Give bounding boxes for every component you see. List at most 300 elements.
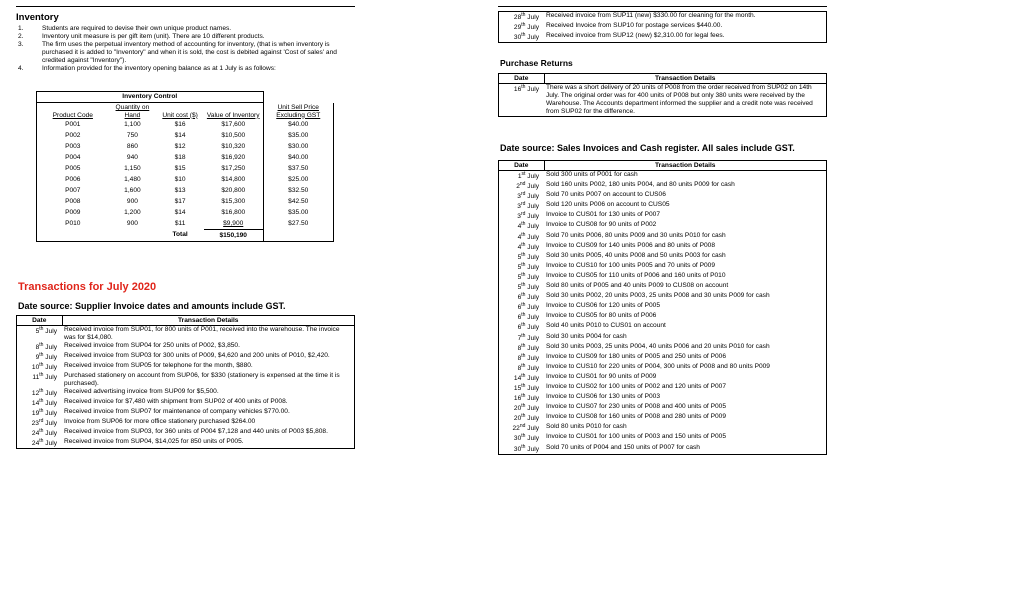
- table-cell: $14,800: [204, 174, 263, 185]
- date-cell: [499, 444, 545, 455]
- date-suffix: th: [521, 382, 526, 389]
- date-cell: [499, 181, 545, 191]
- table-cell: P005: [37, 163, 109, 174]
- date-cell: [499, 343, 545, 353]
- details-cell: Invoice to CUS08 for 160 units of P008 and 280 units of P009: [546, 413, 726, 421]
- date-month: July: [527, 173, 539, 181]
- date-day: 19: [31, 410, 40, 418]
- date-day: 5: [517, 253, 522, 261]
- table-row: [499, 211, 827, 221]
- table-cell: $40.00: [263, 152, 333, 163]
- date-month: July: [527, 14, 539, 22]
- date-suffix: th: [39, 351, 44, 358]
- table-row: [17, 362, 355, 372]
- table-row: [499, 191, 827, 201]
- table-row: [499, 403, 827, 413]
- date-cell: [499, 403, 545, 413]
- table-row: [37, 196, 334, 207]
- date-day: 8: [517, 344, 522, 352]
- date-suffix: th: [521, 241, 526, 248]
- table-row: [17, 428, 355, 438]
- date-month: July: [527, 314, 539, 322]
- date-month: July: [527, 223, 539, 231]
- table-row: [499, 262, 827, 272]
- details-cell: Received invoice from SUP01, for 800 units of P001, received into the warehouse. The invoice was for $14,080.: [64, 326, 340, 341]
- date-month: July: [527, 354, 539, 362]
- table-row: [37, 141, 334, 152]
- inventory-control-table: [36, 91, 334, 242]
- purchase-returns-heading: Purchase Returns: [500, 58, 573, 68]
- transactions-heading: Transactions for July 2020: [18, 281, 157, 293]
- details-cell: Received invoice from SUP05 for telephone for the month, $880.: [64, 362, 253, 369]
- details-cell: Invoice to CUS07 for 230 units of P008 and 400 units of P005: [546, 403, 726, 411]
- details-cell: Invoice to CUS05 for 110 units of P006 and 160 units of P010: [546, 271, 726, 279]
- date-day: 29: [513, 24, 522, 32]
- date-cell: [499, 262, 545, 272]
- note-number: 4.: [18, 64, 24, 72]
- table-row: [499, 22, 827, 32]
- date-month: July: [45, 374, 57, 382]
- details-cell: Sold 70 units P007 on account to CUS06: [546, 191, 666, 199]
- table-row: [499, 433, 827, 443]
- date-suffix: th: [521, 282, 526, 289]
- details-cell: Invoice to CUS01 for 100 units of P003 and 150 units of P005: [546, 433, 726, 441]
- details-cell: Sold 80 units of P005 and 40 units P009 to CUS08 on account: [546, 282, 729, 290]
- table-row: [499, 282, 827, 292]
- date-cell: [499, 383, 545, 393]
- table-row: [499, 444, 827, 455]
- col-date: Date: [17, 316, 63, 326]
- note-text: Inventory unit measure is per gift item (unit). There are 10 different products.: [42, 32, 265, 40]
- inventory-heading: Inventory: [16, 12, 59, 23]
- table-cell: 1,100: [124, 120, 141, 128]
- table-cell: $17,600: [204, 119, 263, 130]
- table-row: [499, 353, 827, 363]
- table-cell: P001: [37, 119, 109, 130]
- date-month: July: [45, 354, 57, 362]
- date-suffix: rd: [38, 418, 44, 425]
- date-suffix: th: [39, 438, 44, 445]
- table-cell: $10: [174, 175, 186, 183]
- date-day: 14: [513, 375, 522, 383]
- date-suffix: th: [39, 326, 44, 332]
- date-month: July: [527, 183, 539, 191]
- note-item: [18, 41, 348, 65]
- table-cell: P002: [37, 130, 109, 141]
- date-suffix: th: [521, 231, 526, 238]
- date-suffix: th: [521, 393, 526, 400]
- date-cell: [499, 353, 545, 363]
- details-cell: Sold 70 units P006, 80 units P009 and 30 units P010 for cash: [546, 231, 726, 239]
- date-month: July: [527, 364, 539, 372]
- date-day: 9: [35, 354, 40, 362]
- date-cell: [17, 342, 63, 352]
- date-month: July: [527, 213, 539, 221]
- date-month: July: [527, 395, 539, 403]
- date-day: 6: [517, 324, 522, 332]
- details-cell: Sold 30 units P003, 25 units P004, 40 units P006 and 20 units P010 for cash: [546, 342, 770, 350]
- date-cell: [499, 22, 545, 32]
- table-row: [37, 185, 334, 196]
- date-day: 23: [31, 420, 39, 428]
- note-item: [18, 65, 348, 73]
- date-cell: [499, 373, 545, 383]
- table-row: [499, 84, 827, 117]
- date-month: July: [527, 435, 539, 443]
- table-cell: $14: [174, 131, 186, 139]
- table-row: [499, 201, 827, 211]
- date-day: 10: [31, 364, 40, 372]
- date-cell: [499, 423, 545, 433]
- note-item: [18, 25, 348, 33]
- details-cell: Sold 160 units P002, 180 units P004, and 80 units P009 for cash: [546, 181, 735, 189]
- date-cell: [499, 433, 545, 443]
- table-cell: $18: [174, 153, 186, 161]
- details-cell: Received invoice from SUP07 for maintenance of company vehicles $770.00.: [64, 408, 290, 416]
- details-cell: Received Invoice from SUP10 for postage services $440.00.: [546, 22, 723, 30]
- col-details: Transaction Details: [62, 316, 355, 326]
- details-cell: Invoice to CUS09 for 140 units P006 and 80 units of P008: [546, 241, 715, 249]
- date-suffix: th: [521, 413, 526, 420]
- date-cell: [17, 408, 63, 418]
- table-cell: $17,250: [204, 163, 263, 174]
- details-cell: Invoice to CUS10 for 220 units of P004, 300 units of P008 and 80 units P009: [546, 362, 770, 370]
- table-cell: 900: [126, 197, 138, 205]
- details-cell: Sold 70 units of P004 and 150 units of P007 for cash: [546, 443, 700, 451]
- date-suffix: rd: [520, 201, 526, 208]
- right-top-rule: [498, 6, 827, 7]
- date-month: July: [527, 264, 539, 272]
- details-cell: Received invoice from SUP11 (new) $330.00 for cleaning for the month.: [546, 12, 756, 19]
- date-cell: [499, 32, 545, 43]
- date-suffix: th: [39, 398, 44, 404]
- date-suffix: th: [39, 341, 44, 348]
- date-day: 12: [31, 390, 40, 398]
- details-cell: Invoice to CUS01 for 90 units of P009: [546, 372, 657, 380]
- date-suffix: nd: [519, 423, 526, 430]
- table-row: [499, 393, 827, 403]
- table-row: [17, 438, 355, 449]
- date-month: July: [527, 344, 539, 352]
- details-cell: Sold 30 units P005, 40 units P008 and 50 units P003 for cash: [546, 251, 726, 259]
- table-cell: $37.50: [263, 163, 333, 174]
- table-cell: P007: [37, 185, 109, 196]
- date-cell: [17, 326, 63, 342]
- table-row: [17, 398, 355, 408]
- date-suffix: th: [39, 428, 44, 435]
- table-row: [37, 218, 334, 230]
- table-row: [499, 413, 827, 423]
- table-cell: 750: [126, 131, 138, 139]
- table-row: [499, 232, 827, 242]
- table-row: [17, 418, 355, 428]
- table-cell: $25.00: [263, 174, 333, 185]
- table-row: [17, 352, 355, 362]
- table-row: [499, 171, 827, 182]
- sales-heading: Date source: Sales Invoices and Cash register. All sales include GST.: [500, 143, 795, 153]
- date-suffix: th: [39, 408, 44, 415]
- details-cell: Sold 80 units P010 for cash: [546, 423, 627, 431]
- date-day: 6: [517, 304, 522, 312]
- date-month: July: [45, 430, 57, 438]
- col-header: Value of Inventory: [204, 103, 263, 120]
- table-cell: $9,900: [204, 218, 263, 230]
- details-cell: Invoice to CUS01 for 130 units of P007: [546, 211, 660, 219]
- date-suffix: th: [521, 261, 526, 268]
- date-cell: [499, 201, 545, 211]
- table-row: [499, 423, 827, 433]
- date-day: 16: [513, 395, 522, 403]
- supplier-invoice-table-continued: [498, 11, 827, 43]
- date-suffix: th: [39, 387, 44, 394]
- date-day: 14: [31, 400, 40, 408]
- date-day: 16: [513, 86, 522, 94]
- date-cell: [499, 211, 545, 221]
- date-day: 5: [517, 264, 522, 272]
- date-month: July: [527, 193, 539, 201]
- date-day: 8: [35, 344, 40, 351]
- table-row: [499, 242, 827, 252]
- details-cell: Received invoice from SUP12 (new) $2,310.00 for legal fees.: [546, 32, 725, 40]
- table-cell: $14: [174, 208, 186, 216]
- table-row: [499, 322, 827, 332]
- details-cell: Received invoice for $7,480 with shipment from SUP02 of 400 units of P008.: [64, 398, 288, 405]
- date-day: 8: [517, 354, 522, 362]
- date-suffix: th: [521, 292, 526, 299]
- date-month: July: [527, 274, 539, 282]
- date-month: July: [527, 375, 539, 383]
- details-cell: Sold 40 units P010 to CUS01 on account: [546, 322, 666, 330]
- date-day: 22: [512, 425, 520, 433]
- date-suffix: rd: [520, 211, 526, 218]
- table-cell: P008: [37, 196, 109, 207]
- date-day: 7: [517, 334, 522, 342]
- date-cell: [499, 363, 545, 373]
- table-cell: P006: [37, 174, 109, 185]
- details-cell: Sold 30 units P002, 20 units P003, 25 units P008 and 30 units P009 for cash: [546, 292, 770, 300]
- date-cell: [499, 252, 545, 262]
- table-cell: P009: [37, 207, 109, 218]
- date-month: July: [45, 400, 57, 408]
- note-number: 1.: [18, 25, 24, 32]
- table-cell: $10,500: [204, 130, 263, 141]
- details-cell: There was a short delivery of 20 units of P008 from the order received from SUP02 on 14th July. The original order was for 400 units of P008 but only 380 units were received by the Warehouse. The Accounts department informed the supplier and a credit note was received from SUP02 for the difference.: [546, 84, 813, 115]
- date-suffix: th: [521, 32, 526, 39]
- date-cell: [17, 352, 63, 362]
- purchase-returns-table: [498, 73, 827, 117]
- date-suffix: th: [521, 352, 526, 359]
- details-cell: Sold 300 units of P001 for cash: [546, 171, 638, 178]
- table-row: [37, 163, 334, 174]
- details-cell: Sold 120 units P006 on account to CUS05: [546, 201, 670, 209]
- table-cell: $40.00: [263, 119, 333, 130]
- date-suffix: nd: [519, 181, 526, 188]
- table-cell: $16,920: [204, 152, 263, 163]
- date-cell: [499, 221, 545, 231]
- col-header: Product Code: [37, 103, 109, 120]
- date-day: 3: [517, 203, 521, 211]
- date-month: July: [527, 284, 539, 292]
- inventory-table-title: Inventory Control: [37, 92, 264, 103]
- table-row: [17, 408, 355, 418]
- details-cell: Invoice to CUS09 for 180 units of P005 and 250 units of P006: [546, 352, 726, 360]
- date-day: 20: [513, 405, 522, 413]
- date-cell: [17, 428, 63, 438]
- date-day: 2: [516, 183, 520, 191]
- date-day: 6: [517, 294, 522, 302]
- table-row: [499, 272, 827, 282]
- date-suffix: th: [39, 372, 44, 379]
- table-cell: $11: [174, 219, 186, 227]
- col-header: Quantity on Hand: [115, 104, 150, 119]
- col-date: Date: [499, 74, 545, 84]
- date-suffix: st: [521, 171, 526, 177]
- table-row: [499, 252, 827, 262]
- date-day: 1: [517, 173, 522, 181]
- table-row: [499, 292, 827, 302]
- date-cell: [499, 292, 545, 302]
- table-cell: 1,600: [124, 186, 141, 194]
- table-cell: 940: [126, 153, 138, 161]
- table-cell: 860: [126, 142, 138, 150]
- date-suffix: th: [521, 312, 526, 319]
- date-day: 4: [517, 233, 522, 241]
- date-month: July: [45, 440, 57, 448]
- date-month: July: [527, 445, 539, 453]
- date-cell: [499, 312, 545, 322]
- table-row: [499, 373, 827, 383]
- table-cell: $16,800: [204, 207, 263, 218]
- table-row: [37, 119, 334, 130]
- table-cell: 1,200: [124, 208, 141, 216]
- table-row: [499, 363, 827, 373]
- table-cell: $20,800: [204, 185, 263, 196]
- details-cell: Invoice to CUS10 for 100 units P005 and 70 units of P009: [546, 261, 715, 269]
- date-month: July: [527, 24, 539, 32]
- table-row: [499, 221, 827, 231]
- col-header: Unit Sell Price Excluding GST: [263, 103, 333, 120]
- date-cell: [17, 362, 63, 372]
- date-cell: [499, 232, 545, 242]
- table-row: [499, 312, 827, 322]
- date-suffix: th: [521, 362, 526, 369]
- date-day: 24: [31, 430, 40, 438]
- date-suffix: th: [521, 221, 526, 228]
- date-cell: [499, 282, 545, 292]
- table-row: [37, 130, 334, 141]
- date-suffix: th: [521, 322, 526, 329]
- table-row: [499, 12, 827, 23]
- date-month: July: [527, 243, 539, 251]
- date-month: July: [45, 344, 57, 351]
- date-suffix: th: [521, 84, 526, 90]
- date-month: July: [527, 425, 539, 433]
- date-cell: [499, 322, 545, 332]
- date-day: 30: [513, 435, 522, 443]
- table-row: [37, 207, 334, 218]
- date-cell: [17, 438, 63, 449]
- date-cell: [17, 418, 63, 428]
- table-row: [37, 174, 334, 185]
- total-label: Total: [156, 230, 204, 242]
- details-cell: Invoice to CUS08 for 90 units of P002: [546, 221, 657, 229]
- table-cell: $35.00: [263, 130, 333, 141]
- note-number: 3.: [18, 40, 24, 48]
- date-suffix: th: [39, 362, 44, 368]
- col-details: Transaction Details: [544, 161, 827, 171]
- table-cell: $35.00: [263, 207, 333, 218]
- date-month: July: [527, 334, 539, 342]
- date-suffix: th: [521, 302, 526, 309]
- date-day: 20: [513, 415, 522, 423]
- details-cell: Purchased stationery on account from SUP06, for $330 (stationery is expensed at the time it is purchased).: [64, 372, 340, 387]
- date-cell: [499, 413, 545, 423]
- date-cell: [499, 242, 545, 252]
- date-cell: [499, 272, 545, 282]
- date-month: July: [45, 390, 57, 398]
- date-cell: [499, 393, 545, 403]
- date-cell: [499, 84, 545, 117]
- date-suffix: th: [521, 372, 526, 379]
- date-month: July: [527, 385, 539, 393]
- col-details: Transaction Details: [544, 74, 827, 84]
- total-row: [37, 230, 334, 242]
- details-cell: Invoice to CUS02 for 100 units of P002 and 120 units of P007: [546, 382, 726, 390]
- details-cell: Received invoice from SUP04 for 250 units of P002, $3,850.: [64, 341, 240, 349]
- date-day: 28: [513, 14, 522, 22]
- table-cell: $15,300: [204, 196, 263, 207]
- table-cell: $15: [174, 164, 186, 172]
- date-day: 11: [32, 374, 40, 382]
- table-cell: $32.50: [263, 185, 333, 196]
- table-cell: $16: [174, 120, 186, 128]
- table-row: [17, 342, 355, 352]
- date-month: July: [45, 420, 57, 428]
- table-row: [499, 302, 827, 312]
- date-cell: [499, 12, 545, 23]
- date-suffix: th: [521, 433, 526, 440]
- date-day: 30: [513, 445, 522, 453]
- details-cell: Received invoice from SUP03 for 300 units of P009, $4,620 and 200 units of P010, $2,420.: [64, 351, 330, 359]
- table-cell: P003: [37, 141, 109, 152]
- date-month: July: [527, 203, 539, 211]
- date-day: 5: [35, 328, 40, 336]
- date-month: July: [527, 405, 539, 413]
- date-suffix: rd: [520, 191, 526, 198]
- col-header: Unit cost ($): [162, 111, 198, 119]
- date-day: 4: [517, 243, 522, 251]
- details-cell: Invoice from SUP06 for more office stationery purchased $264.00: [64, 418, 256, 426]
- details-cell: Sold 30 units P004 for cash: [546, 332, 627, 340]
- date-day: 5: [517, 274, 522, 282]
- date-day: 3: [517, 213, 521, 221]
- details-cell: Received advertising invoice from SUP09 for $5,500.: [64, 387, 219, 395]
- table-row: [499, 32, 827, 43]
- details-cell: Invoice to CUS05 for 80 units of P006: [546, 312, 657, 320]
- date-month: July: [527, 34, 539, 42]
- table-row: [499, 181, 827, 191]
- date-suffix: th: [521, 271, 526, 278]
- table-cell: $13: [174, 186, 186, 194]
- date-suffix: th: [521, 332, 526, 339]
- date-day: 24: [31, 440, 40, 448]
- date-cell: [17, 398, 63, 408]
- date-suffix: th: [521, 251, 526, 258]
- date-month: July: [527, 304, 539, 312]
- date-suffix: th: [521, 22, 526, 29]
- date-day: 30: [513, 34, 522, 42]
- table-row: [37, 152, 334, 163]
